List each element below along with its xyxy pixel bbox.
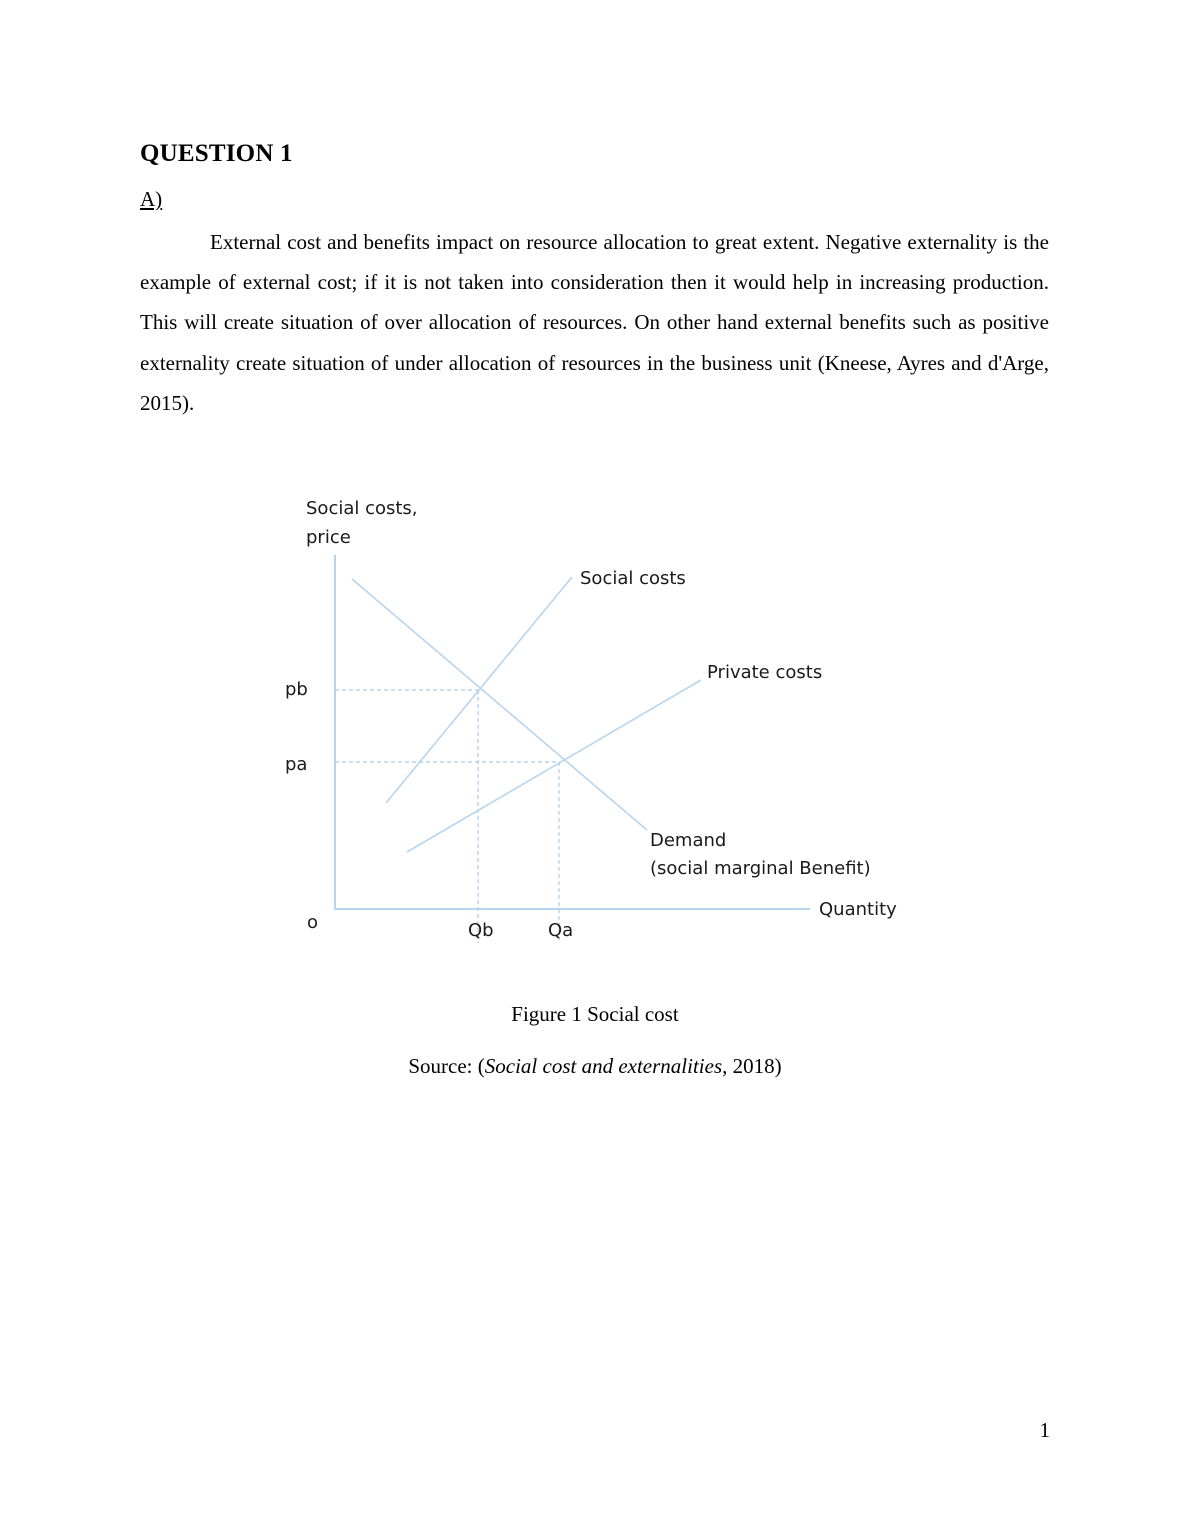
demand-label-line2: (social marginal Benefit) [650,858,871,879]
quantity-a-label: Qa [548,920,574,941]
private-costs-label: Private costs [707,662,823,683]
source-title: Social cost and externalities [484,1054,723,1078]
price-b-label: pb [285,679,308,700]
source-suffix: , 2018) [722,1054,782,1078]
page-number: 1 [1039,1418,1050,1442]
private-costs-curve [407,680,701,852]
origin-label: o [307,912,319,933]
social-cost-diagram [270,485,920,955]
source-prefix: Source: ( [408,1054,485,1078]
demand-label-line1: Demand [650,830,727,851]
body-paragraph: External cost and benefits impact on resource allocation to great extent. Negative externality is the example of external cost; if it is not taken into consideration then it would help in increasing production. This will create situation of over allocation of resources. On other hand external benefits such as positive externality create situation of under allocation of resources in the business unit (Kneese, Ayres and d'Arge, 2015). [140,230,1049,415]
figure-caption: Figure 1 Social cost [511,1002,679,1026]
social-cost-figure [270,485,920,955]
quantity-b-label: Qb [468,920,494,941]
price-a-label: pa [285,754,308,775]
demand-curve [352,579,647,830]
figure-source [0,1054,1190,1079]
question-heading: QUESTION 1 [140,140,293,167]
x-axis-label: Quantity [819,899,897,920]
y-axis-label-line1: Social costs, [306,498,418,519]
section-label: A) [140,187,163,211]
social-costs-label: Social costs [580,568,686,589]
y-axis-label-line2: price [306,527,351,548]
